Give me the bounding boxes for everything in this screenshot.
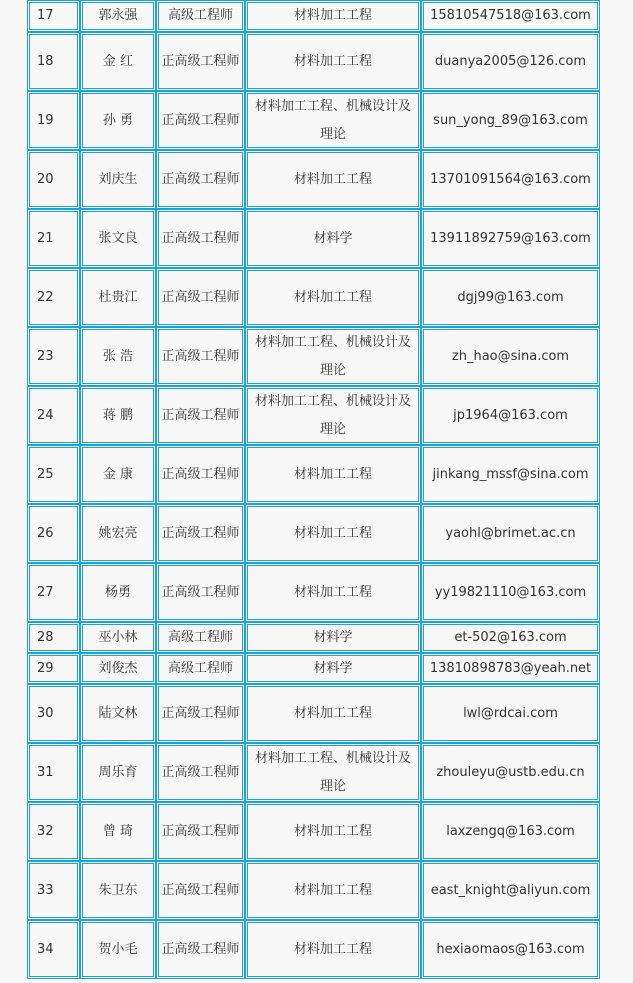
cell-name: 刘庆生 bbox=[80, 150, 156, 209]
expert-table bbox=[27, 0, 600, 979]
cell-field: 材料学 bbox=[245, 622, 421, 653]
cell-number: 30 bbox=[27, 684, 80, 743]
cell-email: 13701091564@163.com bbox=[421, 150, 600, 209]
cell-email: east_knight@aliyun.com bbox=[421, 861, 600, 920]
cell-email: sun_yong_89@163.com bbox=[421, 91, 600, 150]
cell-name: 金 红 bbox=[80, 32, 156, 91]
cell-name: 杜贵江 bbox=[80, 268, 156, 327]
cell-field: 材料加工工程 bbox=[245, 802, 421, 861]
cell-title: 正高级工程师 bbox=[156, 268, 245, 327]
cell-title: 高级工程师 bbox=[156, 653, 245, 684]
cell-title: 正高级工程师 bbox=[156, 743, 245, 802]
cell-number: 24 bbox=[27, 386, 80, 445]
cell-title: 正高级工程师 bbox=[156, 91, 245, 150]
cell-field: 材料加工工程 bbox=[245, 0, 421, 32]
table-row bbox=[27, 802, 600, 861]
cell-email: duanya2005@126.com bbox=[421, 32, 600, 91]
expert-table-body bbox=[27, 0, 600, 979]
table-row bbox=[27, 32, 600, 91]
table-row bbox=[27, 622, 600, 653]
cell-number: 29 bbox=[27, 653, 80, 684]
cell-number: 33 bbox=[27, 861, 80, 920]
cell-email: jp1964@163.com bbox=[421, 386, 600, 445]
table-row bbox=[27, 563, 600, 622]
cell-title: 正高级工程师 bbox=[156, 445, 245, 504]
cell-name: 张文良 bbox=[80, 209, 156, 268]
cell-title: 正高级工程师 bbox=[156, 920, 245, 979]
cell-email: jinkang_mssf@sina.com bbox=[421, 445, 600, 504]
cell-email: et-502@163.com bbox=[421, 622, 600, 653]
cell-name: 曾 琦 bbox=[80, 802, 156, 861]
cell-number: 17 bbox=[27, 0, 80, 32]
cell-email: dgj99@163.com bbox=[421, 268, 600, 327]
table-row bbox=[27, 743, 600, 802]
cell-email: 13810898783@yeah.net bbox=[421, 653, 600, 684]
table-row bbox=[27, 91, 600, 150]
cell-name: 陆文林 bbox=[80, 684, 156, 743]
table-row bbox=[27, 268, 600, 327]
cell-number: 31 bbox=[27, 743, 80, 802]
cell-number: 20 bbox=[27, 150, 80, 209]
cell-title: 正高级工程师 bbox=[156, 32, 245, 91]
cell-title: 正高级工程师 bbox=[156, 209, 245, 268]
cell-field: 材料加工工程 bbox=[245, 563, 421, 622]
cell-number: 32 bbox=[27, 802, 80, 861]
cell-title: 正高级工程师 bbox=[156, 684, 245, 743]
table-row bbox=[27, 327, 600, 386]
cell-name: 朱卫东 bbox=[80, 861, 156, 920]
cell-title: 正高级工程师 bbox=[156, 802, 245, 861]
cell-email: zh_hao@sina.com bbox=[421, 327, 600, 386]
cell-number: 26 bbox=[27, 504, 80, 563]
cell-number: 27 bbox=[27, 563, 80, 622]
cell-field: 材料加工工程 bbox=[245, 920, 421, 979]
cell-field: 材料加工工程 bbox=[245, 32, 421, 91]
cell-field: 材料加工工程、机械设计及理论 bbox=[245, 327, 421, 386]
cell-email: yaohl@brimet.ac.cn bbox=[421, 504, 600, 563]
table-row bbox=[27, 504, 600, 563]
cell-field: 材料加工工程 bbox=[245, 861, 421, 920]
cell-name: 姚宏亮 bbox=[80, 504, 156, 563]
cell-number: 25 bbox=[27, 445, 80, 504]
table-row bbox=[27, 684, 600, 743]
table-row bbox=[27, 445, 600, 504]
cell-name: 张 浩 bbox=[80, 327, 156, 386]
cell-field: 材料加工工程 bbox=[245, 684, 421, 743]
cell-field: 材料加工工程 bbox=[245, 268, 421, 327]
cell-name: 金 康 bbox=[80, 445, 156, 504]
cell-email: yy19821110@163.com bbox=[421, 563, 600, 622]
cell-field: 材料加工工程、机械设计及理论 bbox=[245, 743, 421, 802]
cell-email: zhouleyu@ustb.edu.cn bbox=[421, 743, 600, 802]
cell-title: 正高级工程师 bbox=[156, 504, 245, 563]
table-row bbox=[27, 861, 600, 920]
cell-number: 34 bbox=[27, 920, 80, 979]
cell-field: 材料学 bbox=[245, 653, 421, 684]
cell-number: 19 bbox=[27, 91, 80, 150]
cell-name: 孙 勇 bbox=[80, 91, 156, 150]
cell-name: 贺小毛 bbox=[80, 920, 156, 979]
cell-field: 材料加工工程 bbox=[245, 150, 421, 209]
cell-number: 22 bbox=[27, 268, 80, 327]
table-row bbox=[27, 386, 600, 445]
cell-number: 18 bbox=[27, 32, 80, 91]
cell-name: 郭永强 bbox=[80, 0, 156, 32]
cell-name: 杨勇 bbox=[80, 563, 156, 622]
cell-field: 材料加工工程 bbox=[245, 504, 421, 563]
cell-email: 15810547518@163.com bbox=[421, 0, 600, 32]
table-row bbox=[27, 150, 600, 209]
cell-number: 23 bbox=[27, 327, 80, 386]
cell-field: 材料学 bbox=[245, 209, 421, 268]
cell-number: 21 bbox=[27, 209, 80, 268]
cell-email: laxzengq@163.com bbox=[421, 802, 600, 861]
table-row bbox=[27, 0, 600, 32]
cell-title: 正高级工程师 bbox=[156, 386, 245, 445]
cell-title: 高级工程师 bbox=[156, 622, 245, 653]
table-row bbox=[27, 653, 600, 684]
cell-number: 28 bbox=[27, 622, 80, 653]
cell-title: 正高级工程师 bbox=[156, 327, 245, 386]
cell-name: 蒋 鹏 bbox=[80, 386, 156, 445]
cell-title: 高级工程师 bbox=[156, 0, 245, 32]
table-row bbox=[27, 209, 600, 268]
cell-title: 正高级工程师 bbox=[156, 563, 245, 622]
cell-email: lwl@rdcai.com bbox=[421, 684, 600, 743]
cell-name: 周乐育 bbox=[80, 743, 156, 802]
table-row bbox=[27, 920, 600, 979]
cell-email: 13911892759@163.com bbox=[421, 209, 600, 268]
cell-title: 正高级工程师 bbox=[156, 150, 245, 209]
cell-email: hexiaomaos@163.com bbox=[421, 920, 600, 979]
cell-field: 材料加工工程 bbox=[245, 445, 421, 504]
cell-field: 材料加工工程、机械设计及理论 bbox=[245, 386, 421, 445]
cell-title: 正高级工程师 bbox=[156, 861, 245, 920]
cell-name: 刘俊杰 bbox=[80, 653, 156, 684]
cell-name: 巫小林 bbox=[80, 622, 156, 653]
cell-field: 材料加工工程、机械设计及理论 bbox=[245, 91, 421, 150]
